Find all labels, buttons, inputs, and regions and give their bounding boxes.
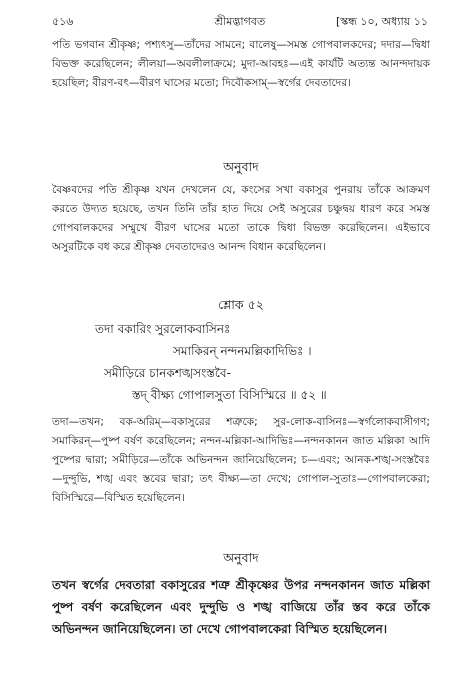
synonyms-top-text: পতি ভগবান শ্রীকৃষ্ণ; পশ্যৎসু—তাঁদের সামনে; বালেষু—সমস্ত গোপবালকদের; দদার—দ্বিধা বিভক্ত করেছিলেন; লীলয়া—অবলীলাক্রমে; মুদা-আবহঃ—এই কার্যটি অত্যন্ত আনন্দদায়ক হয়েছিল; বীরণ-বৎ—বীরণ ঘাসের মতো; দিবৌকসাম্—স্বর্গের দেবতাদের। bbox=[52, 39, 430, 89]
verse-line: তদা বকারিং সুরলোকবাসিনঃ bbox=[95, 322, 231, 336]
verse-heading: শ্লোক ৫২ bbox=[218, 297, 264, 312]
book-title: শ্রীমদ্ভাগবত bbox=[214, 15, 266, 28]
section-reference: [স্কন্ধ ১০, অধ্যায় ১১ bbox=[335, 15, 428, 28]
translation-1-text: বৈষ্ণবদের পতি শ্রীকৃষ্ণ যখন দেখলেন যে, কংসের সখা বকাসুর পুনরায় তাঁকে আক্রমণ করতে উদ্যত হয়েছে, তখন তিনি তাঁর হাত দিয়ে সেই অসুরের চঞ্চুদ্বয় ধারণ করে সমস্ত গোপবালকদের সম্মুখে বীরণ ঘাসের মতো তাকে দ্বিধা বিভক্ত করেছিলেন। এইভাবে অসুরটিকে বধ করে শ্রীকৃষ্ণ দেবতাদেরও আনন্দ বিধান করেছিলেন। bbox=[52, 184, 430, 253]
translation-heading-2: অনুবাদ bbox=[223, 550, 259, 565]
verse-line: সমাকিরন্ নন্দনমল্লিকাদিভিঃ । bbox=[173, 344, 312, 358]
translation-heading-1: অনুবাদ bbox=[223, 159, 259, 174]
translation-2-text: তখন স্বর্গের দেবতারা বকাসুরের শত্রু শ্রীকৃষ্ণের উপর নন্দনকানন জাত মল্লিকা পুষ্প বর্ষণ করেছিলেন এবং দুন্দুভি ও শঙ্খ বাজিয়ে তাঁর স্তব করে তাঁকে অভিনন্দন জানিয়েছিলেন। তা দেখে গোপবালকেরা বিস্মিত হয়েছিলেন। bbox=[52, 578, 430, 636]
verse-line: সমীড়িরে চানকশঙ্খসংস্তবৈ- bbox=[104, 366, 231, 380]
synonyms-verse bbox=[52, 413, 430, 508]
translation-2 bbox=[52, 574, 430, 640]
synonyms-top bbox=[52, 36, 430, 93]
verse-block bbox=[52, 318, 430, 406]
page-number: ৫১৬ bbox=[52, 15, 74, 28]
synonyms-verse-text: তদা—তখন; বক-অরিম্—বকাসুরের শত্রুকে; সুর-লোক-বাসিনঃ—স্বর্গলোকবাসীগণ; সমাকিরন্—পুষ্প বর্ষণ করেছিলেন; নন্দন-মল্লিকা-আদিভিঃ—নন্দনকানন জাত মল্লিকা আদি পুষ্পের দ্বারা; সমীড়িরে—তাঁকে অভিনন্দন জানিয়েছিলেন; চ—এবং; আনক-শঙ্খ-সংস্তবৈঃ—দুন্দুভি, শঙ্খ এবং স্তবের দ্বারা; তৎ বীক্ষ্য—তা দেখে; গোপাল-সুতাঃ—গোপবালকেরা; বিসিস্মিরে—বিস্মিত হয়েছিলেন। bbox=[52, 416, 430, 504]
verse-line: স্তদ্ বীক্ষ্য গোপালসুতা বিসিস্মিরে ॥ ৫২ ॥ bbox=[132, 388, 327, 402]
running-header bbox=[52, 13, 428, 31]
translation-1 bbox=[52, 181, 430, 257]
